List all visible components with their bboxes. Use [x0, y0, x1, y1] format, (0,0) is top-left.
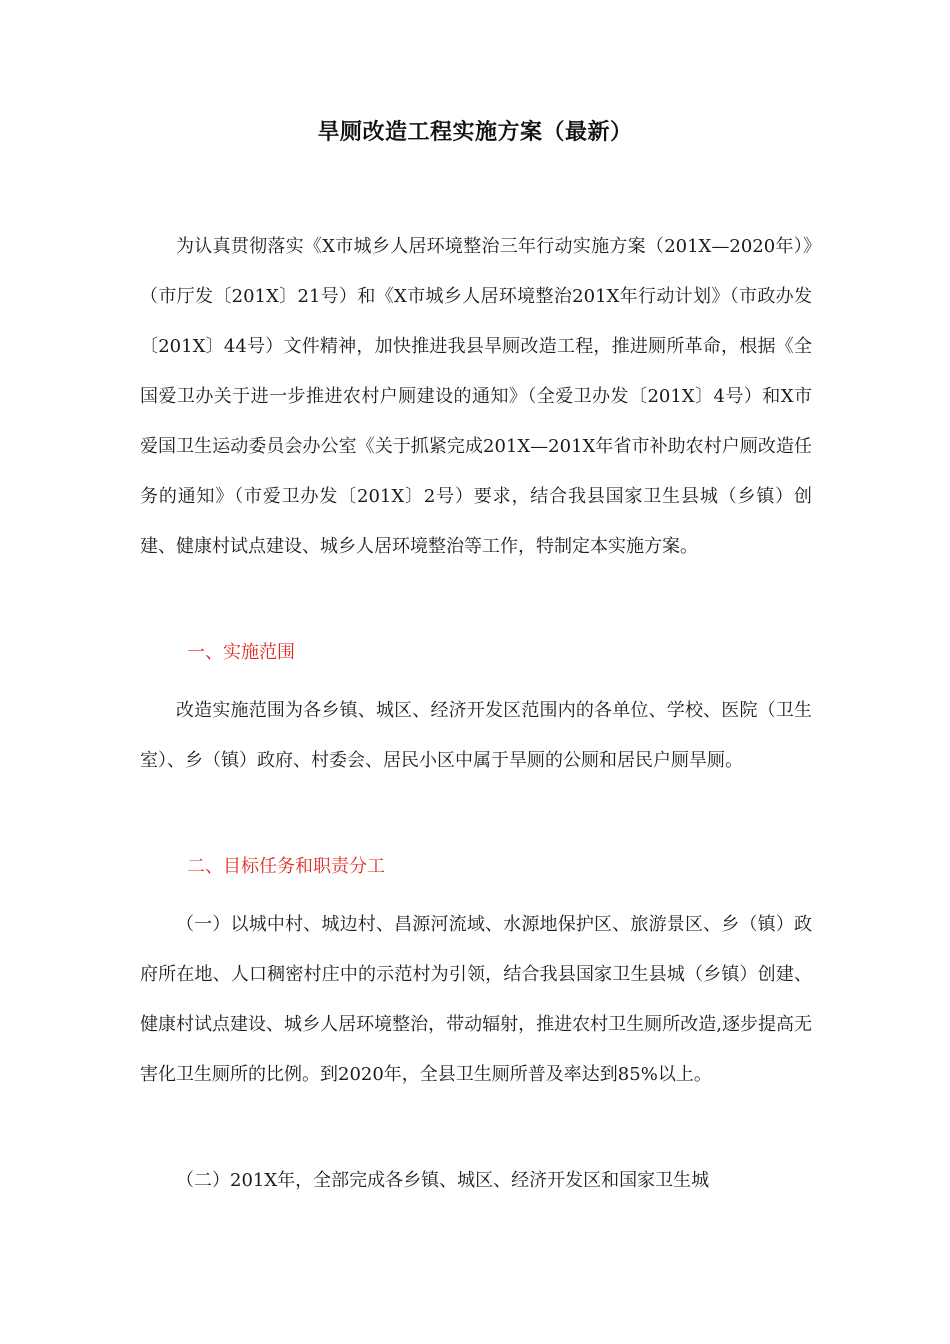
section-heading-tasks: 二、目标任务和职责分工: [187, 856, 385, 877]
document-title: 旱厕改造工程实施方案（最新）: [317, 120, 633, 145]
task-paragraph-1: （一）以城中村、城边村、昌源河流域、水源地保护区、旅游景区、乡（镇）政府所在地、人口稠密村庄中的示范村为引领，结合我县国家卫生县城（乡镇）创建、健康村试点建设、城乡人居环境整治，带动辐射，推进农村卫生厕所改造,逐步提高无害化卫生厕所的比例。到2020年，全县卫生厕所普及率达到85%以上。: [140, 914, 812, 1085]
intro-paragraph: 为认真贯彻落实《X市城乡人居环境整治三年行动实施方案（201X—2020年）》（市厅发〔201X〕21号）和《X市城乡人居环境整治201X年行动计划》（市政办发〔201X〕44号）文件精神，加快推进我县旱厕改造工程，推进厕所革命，根据《全国爱卫办关于进一步推进农村户厕建设的通知》（全爱卫办发〔201X〕4号）和X市爱国卫生运动委员会办公室《关于抓紧完成201X—201X年省市补助农村户厕改造任务的通知》（市爱卫办发〔201X〕2号）要求，结合我县国家卫生县城（乡镇）创建、健康村试点建设、城乡人居环境整治等工作，特制定本实施方案。: [140, 236, 812, 557]
section-heading-scope: 一、实施范围: [187, 642, 295, 663]
scope-paragraph: 改造实施范围为各乡镇、城区、经济开发区范围内的各单位、学校、医院（卫生室）、乡（镇）政府、村委会、居民小区中属于旱厕的公厕和居民户厕旱厕。: [140, 700, 812, 771]
task-paragraph-2: （二）201X年，全部完成各乡镇、城区、经济开发区和国家卫生城: [176, 1170, 710, 1191]
